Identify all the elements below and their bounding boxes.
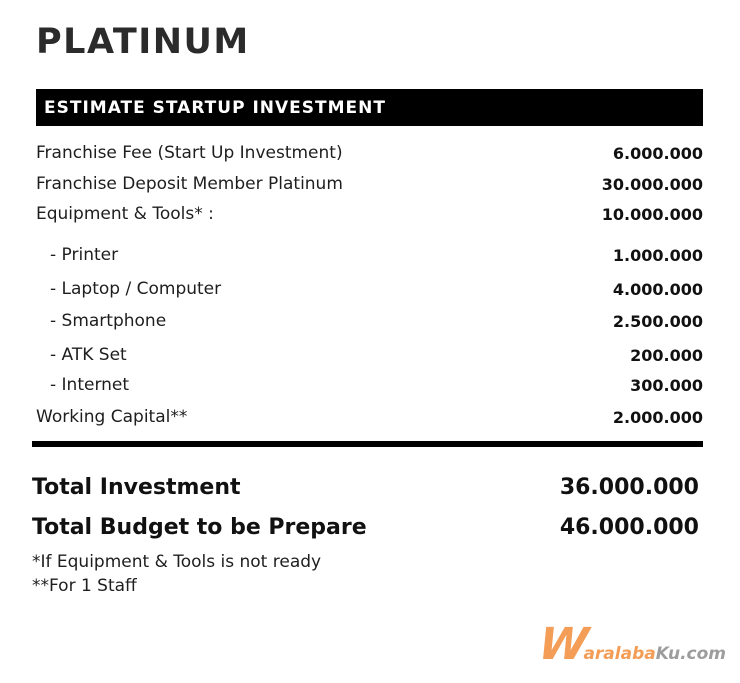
line-item-internet bbox=[36, 372, 703, 398]
line-item-label: Franchise Fee (Start Up Investment) bbox=[36, 143, 343, 163]
line-item-amount: 2.000.000 bbox=[612, 407, 703, 427]
line-item-amount: 6.000.000 bbox=[612, 143, 703, 163]
footnote-staff: **For 1 Staff bbox=[32, 576, 137, 596]
line-item-franchise-fee bbox=[36, 140, 703, 166]
line-item-amount: 200.000 bbox=[630, 345, 703, 365]
line-item-amount: 10.000.000 bbox=[601, 204, 703, 224]
total-amount: 36.000.000 bbox=[559, 474, 699, 500]
line-item-smartphone bbox=[36, 308, 703, 334]
watermark-text-orange: aralaba bbox=[583, 644, 656, 664]
total-label: Total Budget to be Prepare bbox=[32, 514, 367, 540]
line-item-amount: 2.500.000 bbox=[612, 311, 703, 331]
section-heading: ESTIMATE STARTUP INVESTMENT bbox=[44, 97, 386, 118]
line-item-label: - ATK Set bbox=[50, 345, 127, 365]
waralabaku-watermark-logo bbox=[535, 619, 726, 670]
total-budget-row bbox=[32, 511, 699, 543]
section-heading-banner bbox=[36, 89, 703, 126]
line-item-label: - Internet bbox=[50, 375, 130, 395]
line-item-atk-set bbox=[36, 342, 703, 368]
footnote-equipment: *If Equipment & Tools is not ready bbox=[32, 552, 322, 572]
watermark-w: W bbox=[535, 619, 592, 670]
section-divider bbox=[32, 441, 703, 447]
total-amount: 46.000.000 bbox=[559, 514, 699, 540]
line-item-label: - Smartphone bbox=[50, 311, 167, 331]
line-item-amount: 300.000 bbox=[630, 375, 703, 395]
line-item-equipment-tools bbox=[36, 201, 703, 227]
page-title: PLATINUM bbox=[36, 22, 250, 62]
line-item-label: Franchise Deposit Member Platinum bbox=[36, 174, 343, 194]
line-item-printer bbox=[36, 242, 703, 268]
watermark-text-gray: Ku.com bbox=[655, 644, 726, 664]
line-item-label: Working Capital** bbox=[36, 407, 188, 427]
total-investment-row bbox=[32, 471, 699, 503]
line-item-franchise-deposit bbox=[36, 171, 703, 197]
line-item-label: Equipment & Tools* : bbox=[36, 204, 214, 224]
line-item-amount: 1.000.000 bbox=[612, 245, 703, 265]
line-item-working-capital bbox=[36, 404, 703, 430]
line-item-label: - Laptop / Computer bbox=[50, 279, 222, 299]
line-item-amount: 30.000.000 bbox=[601, 174, 703, 194]
line-item-label: - Printer bbox=[50, 245, 119, 265]
line-item-laptop bbox=[36, 276, 703, 302]
total-label: Total Investment bbox=[32, 474, 241, 500]
line-item-amount: 4.000.000 bbox=[612, 279, 703, 299]
